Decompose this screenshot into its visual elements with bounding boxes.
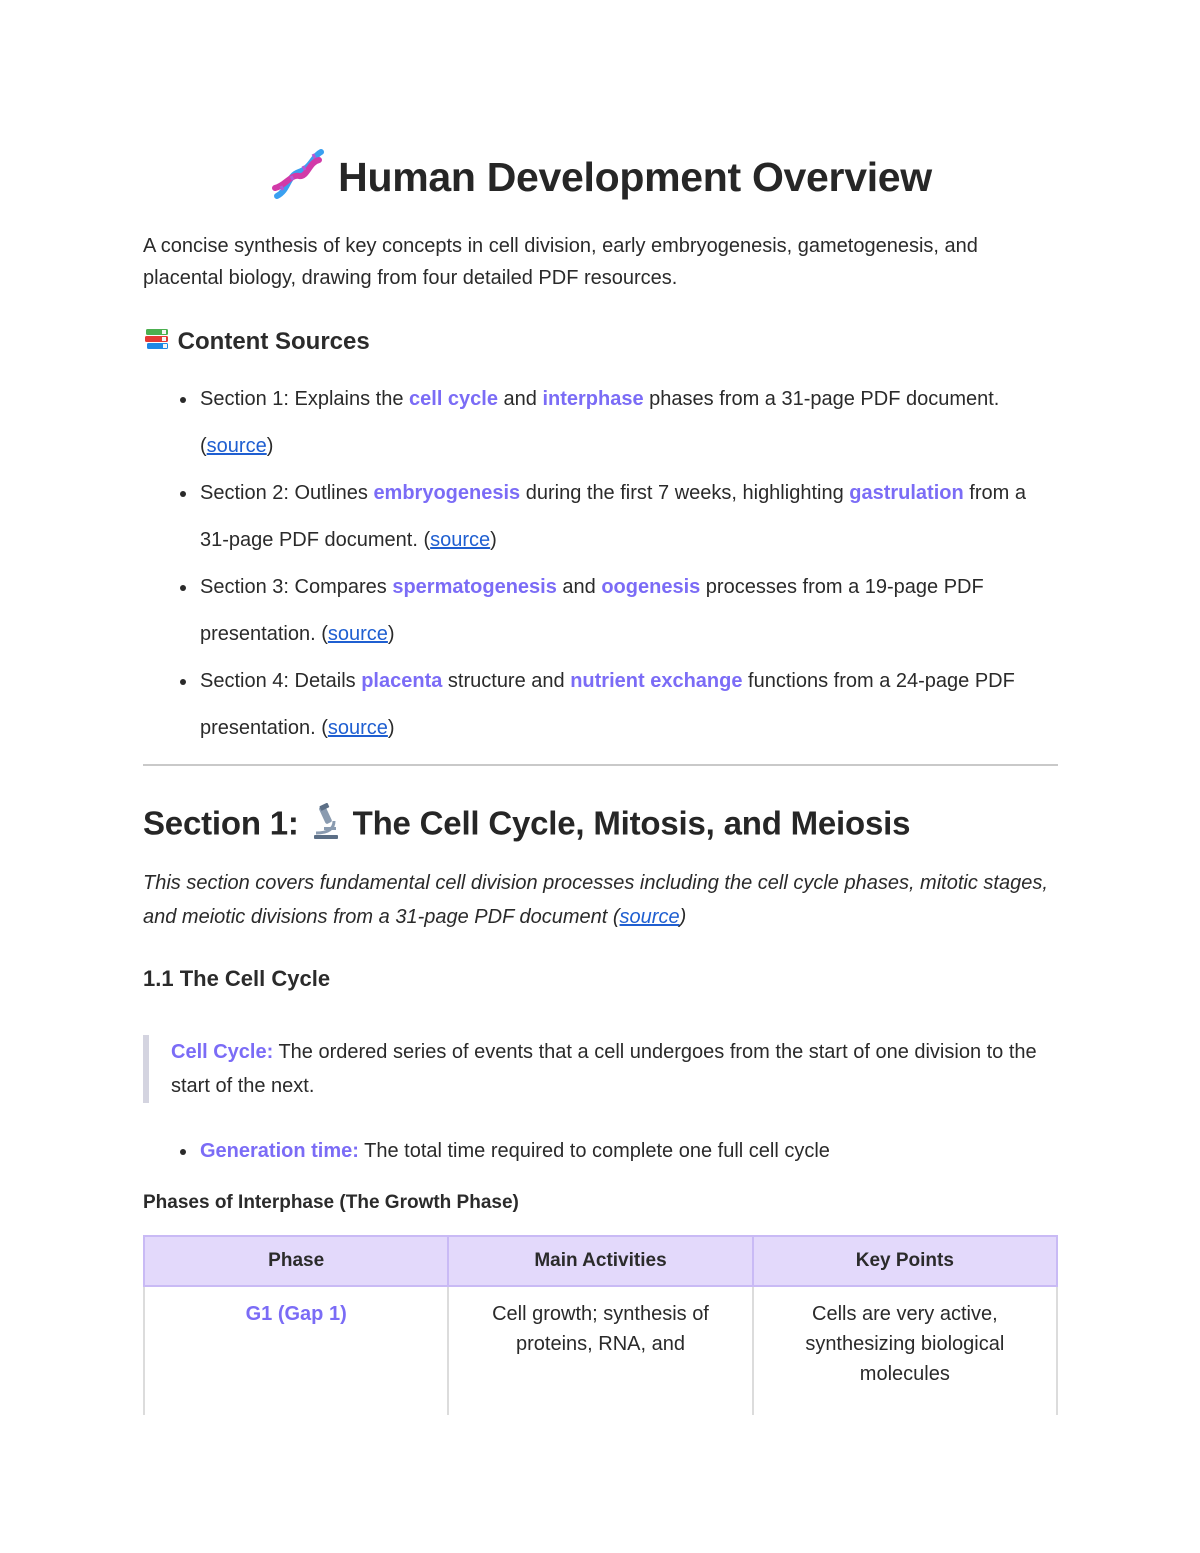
dna-icon — [269, 146, 327, 214]
term-placenta: placenta — [361, 670, 443, 692]
list-item-text: structure and — [442, 670, 571, 692]
list-item-text: The total time required to complete one full cell cycle — [358, 1140, 830, 1162]
table-row — [144, 1286, 1057, 1415]
sources-list — [143, 376, 1058, 752]
list-item-text: phases from a 31-page PDF document. ( — [200, 388, 1000, 457]
sources-heading-text: Content Sources — [177, 327, 370, 355]
list-item — [143, 564, 1058, 658]
section-1-lead-text: This section covers fundamental cell division processes including the cell cycle phases, mitotic stages, and meiotic divisions from a 31-page PDF document ( — [143, 872, 1048, 928]
section-1-lead — [143, 866, 1058, 934]
term-cell-cycle-definition: Cell Cycle: — [171, 1041, 274, 1063]
list-item — [143, 470, 1058, 564]
column-header: Key Points — [753, 1236, 1057, 1286]
list-item — [143, 658, 1058, 752]
term-cell-cycle: cell cycle — [409, 388, 498, 410]
source-link[interactable]: source — [619, 906, 680, 928]
term-spermatogenesis: spermatogenesis — [392, 576, 557, 598]
term-interphase: interphase — [542, 388, 644, 410]
term-gastrulation: gastrulation — [849, 482, 964, 504]
list-item-text: and — [556, 576, 602, 598]
section-1-heading — [143, 803, 1058, 849]
section-1-prefix: Section 1: — [143, 804, 299, 842]
list-item-text: ) — [490, 529, 497, 551]
page-title — [143, 146, 1058, 214]
title-block — [143, 146, 1058, 214]
source-link[interactable]: source — [206, 435, 267, 457]
callout-text: The ordered series of events that a cell undergoes from the start of one division to the start of the next. — [171, 1041, 1037, 1097]
list-item-text: Section 1: Explains the — [200, 388, 410, 410]
list-item — [143, 1128, 1058, 1175]
column-header: Phase — [144, 1236, 448, 1286]
term-oogenesis: oogenesis — [601, 576, 701, 598]
list-item-text: ) — [387, 717, 395, 739]
table-cell: Cell growth; synthesis of proteins, RNA, and — [448, 1286, 752, 1415]
divider — [143, 764, 1058, 766]
list-item-text: Section 2: Outlines — [200, 482, 374, 504]
list-item — [143, 376, 1058, 470]
list-item-text: ) — [266, 435, 274, 457]
page-title-text: Human Development Overview — [338, 153, 932, 200]
subsection-heading: 1.1 The Cell Cycle — [143, 966, 331, 991]
term-generation-time: Generation time: — [200, 1140, 359, 1162]
source-link[interactable]: source — [327, 623, 388, 645]
phases-table — [143, 1235, 1058, 1415]
table-cell-phase: G1 (Gap 1) — [144, 1286, 448, 1415]
source-link[interactable]: source — [327, 717, 388, 739]
list-item-text: Section 4: Details — [200, 670, 362, 692]
source-link[interactable]: source — [430, 529, 491, 551]
table-heading: Phases of Interphase (The Growth Phase) — [143, 1192, 519, 1213]
list-item-text: ) — [387, 623, 395, 645]
microscope-icon — [308, 803, 344, 849]
term-nutrient-exchange: nutrient exchange — [570, 670, 743, 692]
list-item-text: processes from a 19-page PDF presentation. ( — [200, 576, 984, 645]
section-1-lead-end: ) — [679, 906, 687, 928]
table-header-row — [144, 1236, 1057, 1286]
list-item-text: during the first 7 weeks, highlighting — [520, 482, 850, 504]
books-icon — [143, 325, 171, 360]
intro-paragraph: A concise synthesis of key concepts in cell division, early embryogenesis, gametogenesis, and placental biology, drawing from four detailed PDF resources. — [143, 235, 978, 289]
column-header: Main Activities — [448, 1236, 752, 1286]
list-item-text: from a 31-page PDF document. ( — [200, 482, 1026, 551]
term-embryogenesis: embryogenesis — [373, 482, 521, 504]
generation-list — [143, 1128, 1058, 1175]
table-cell: Cells are very active, synthesizing biological molecules — [753, 1286, 1057, 1415]
section-1-title: The Cell Cycle, Mitosis, and Meiosis — [352, 804, 911, 842]
definition-callout — [143, 1035, 1058, 1103]
list-item-text: and — [497, 388, 543, 410]
list-item-text: Section 3: Compares — [200, 576, 393, 598]
list-item-text: functions from a 24-page PDF presentation. ( — [200, 670, 1015, 739]
sources-heading — [143, 325, 1058, 360]
